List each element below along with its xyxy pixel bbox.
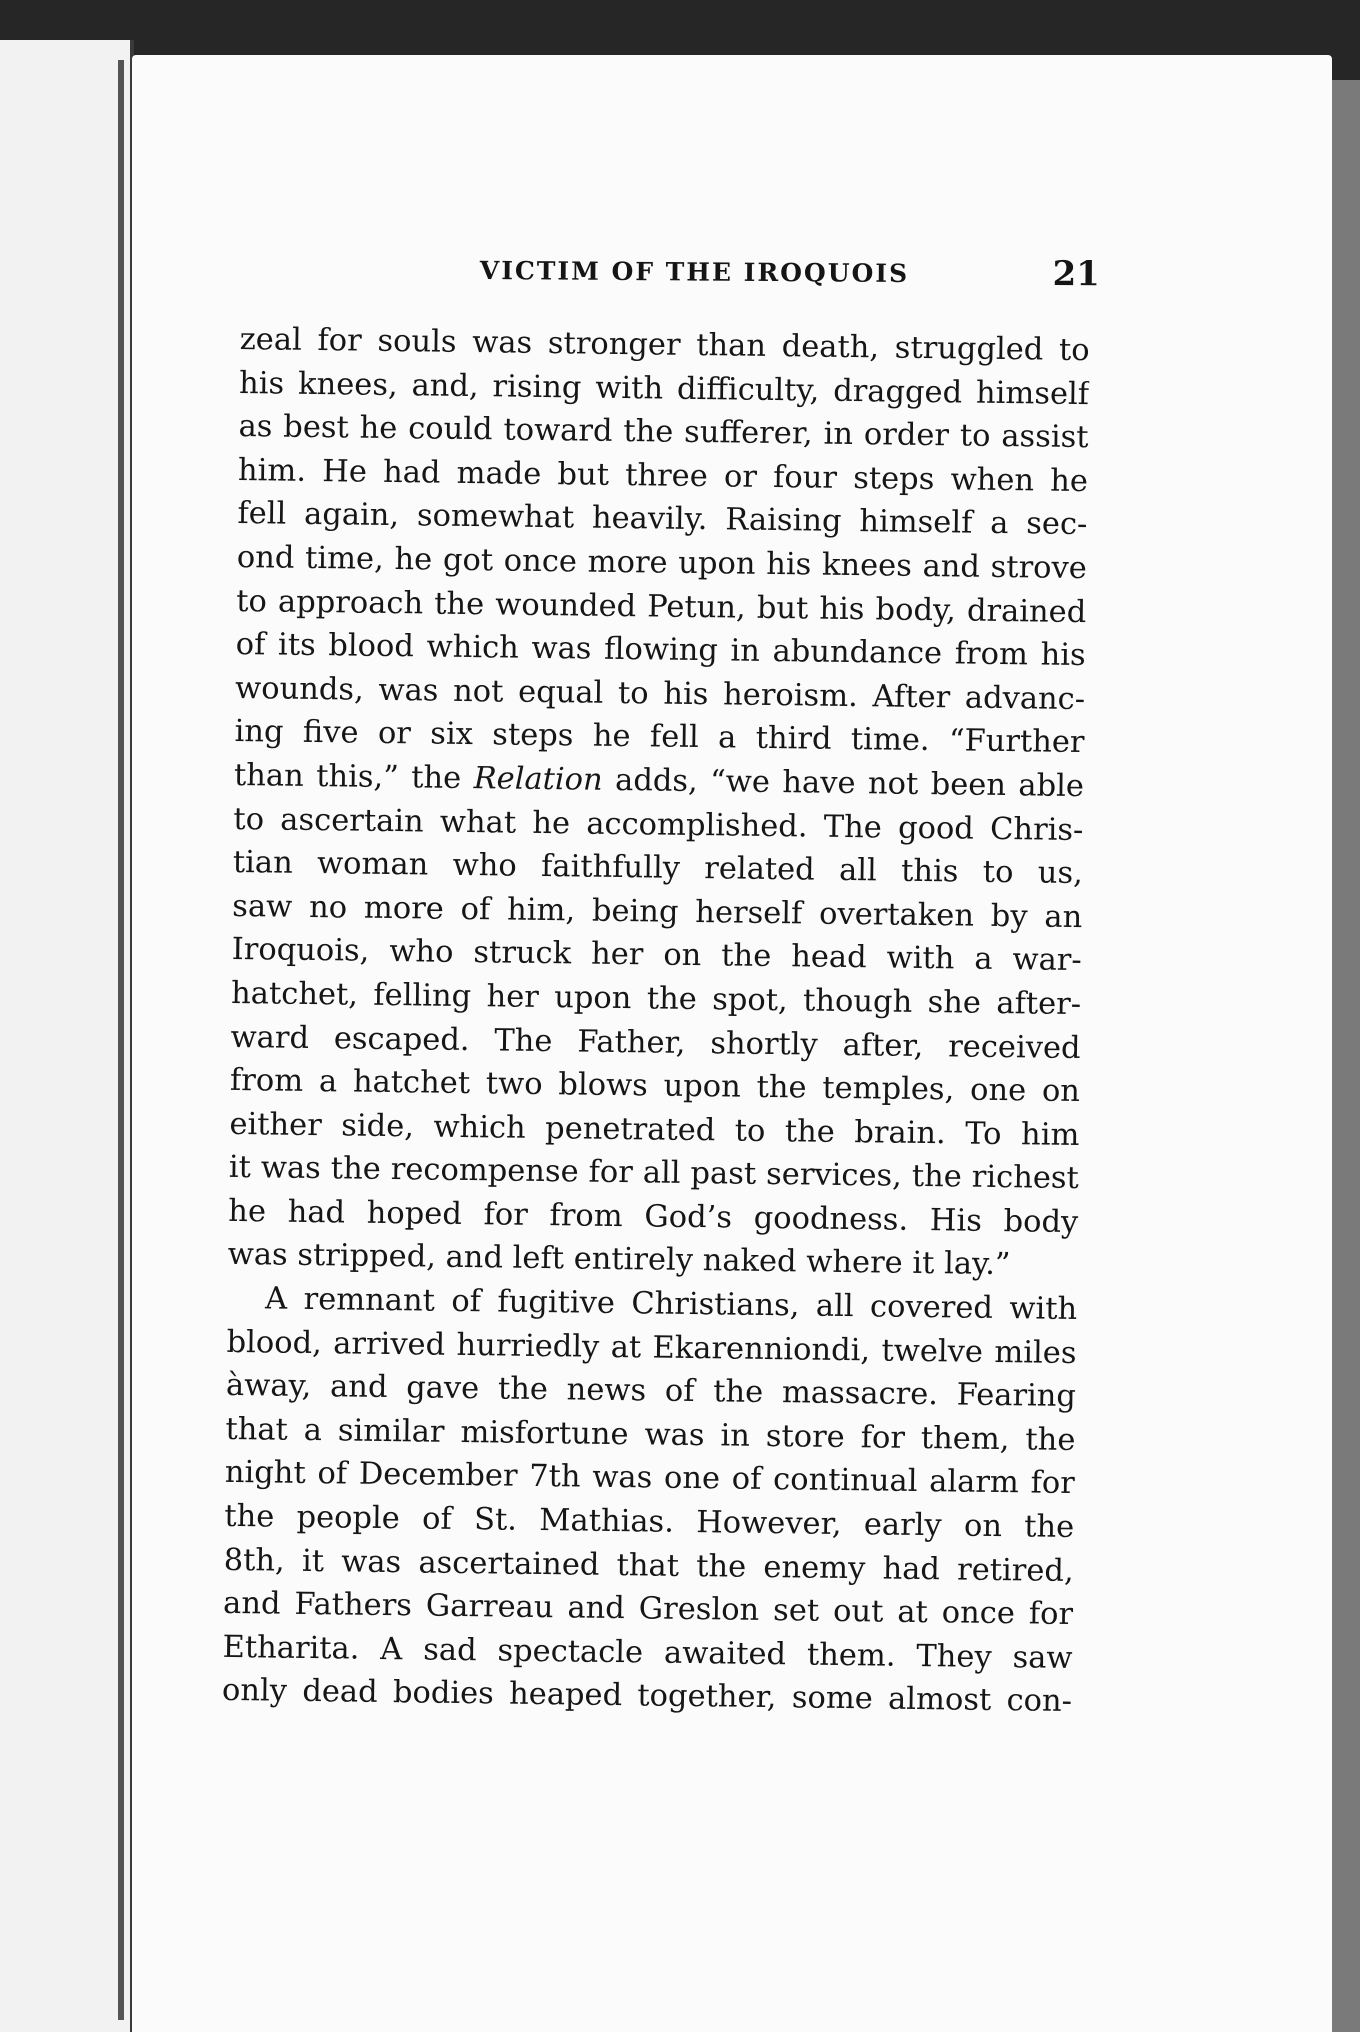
- text-line: to approach the wounded Petun, but his body, drained: [236, 583, 1087, 630]
- running-title: VICTIM OF THE IROQUOIS: [479, 255, 910, 288]
- text-line: to ascertain what he accomplished. The good Chris-: [233, 801, 1084, 848]
- text-line: wounds, was not equal to his heroism. After advanc-: [234, 670, 1086, 717]
- text-line: fell again, somewhat heavily. Raising himself a sec-: [237, 496, 1088, 543]
- paragraph-end-line: was stripped, and left entirely naked where it lay.”: [227, 1237, 1011, 1283]
- text-line: ward escaped. The Father, shortly after, received: [230, 1019, 1081, 1066]
- line-text-after: adds, “we have not been able: [602, 762, 1085, 805]
- facing-page-edge: [0, 40, 134, 2032]
- text-line: it was the recompense for all past services, the richest: [228, 1150, 1080, 1197]
- text-line: of its blood which was flowing in abundance from his: [235, 627, 1086, 674]
- running-head: [480, 250, 1100, 314]
- text-line: night of December 7th was one of continual alarm for: [224, 1455, 1076, 1502]
- text-line: as best he could toward the sufferer, in order to assist: [238, 409, 1089, 456]
- text-line: him. He had made but three or four steps when he: [237, 452, 1089, 499]
- text-line: hatchet, felling her upon the spot, though she after-: [230, 975, 1082, 1022]
- text-line: ond time, he got once more upon his knees and strove: [236, 539, 1088, 587]
- text-line: blood, arrived hurriedly at Ekarenniondi, twelve miles: [226, 1324, 1077, 1371]
- text-line: 8th, it was ascertained that the enemy had retired,: [223, 1542, 1074, 1589]
- body-text: [222, 318, 1090, 1724]
- text-line: ing five or six steps he fell a third time. “Further: [234, 714, 1085, 761]
- text-line: from a hatchet two blows upon the temples, one on: [229, 1063, 1081, 1110]
- text-line: he had hoped for from God’s goodness. His body: [228, 1193, 1079, 1240]
- text-line: tian woman who faithfully related all this to us,: [232, 845, 1084, 892]
- text-line: his knees, and, rising with difficulty, dragged himself: [238, 365, 1090, 412]
- text-line: the people of St. Mathias. However, early on the: [224, 1498, 1075, 1546]
- text-line: and Fathers Garreau and Greslon set out at once for: [222, 1586, 1074, 1633]
- text-line: àway, and gave the news of the massacre. Fearing: [225, 1368, 1077, 1415]
- italic-title-relation: Relation: [473, 761, 603, 798]
- text-line: zeal for souls was stronger than death, struggled to: [239, 321, 1090, 369]
- text-line: Iroquois, who struck her on the head with a war-: [231, 932, 1082, 979]
- book-gutter: [118, 60, 124, 2020]
- text-line: either side, which penetrated to the brain. To him: [229, 1106, 1080, 1153]
- text-line: Etharita. A sad spectacle awaited them. They saw: [222, 1629, 1073, 1676]
- text-line: that a similar misfortune was in store for them, the: [225, 1411, 1076, 1458]
- line-text-before: than this,” the: [233, 757, 474, 797]
- text-line: saw no more of him, being herself overtaken by an: [232, 888, 1083, 935]
- text-line: only dead bodies heaped together, some almost con-: [221, 1673, 1073, 1720]
- page-number: 21: [1052, 253, 1100, 295]
- page-shadow: [1330, 80, 1360, 2032]
- paragraph-first-line: A remnant of fugitive Christians, all covered with: [264, 1281, 1078, 1328]
